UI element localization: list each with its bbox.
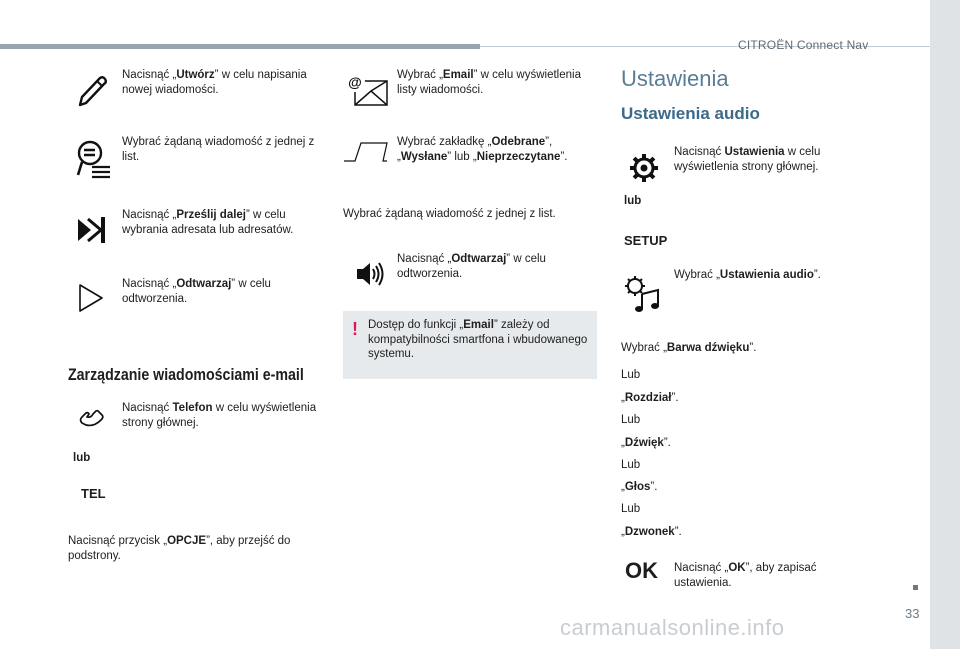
message-list-icon bbox=[74, 140, 112, 180]
col1-item-compose: Nacisnąć „Utwórz” w celu napisania nowej wiadomości. bbox=[122, 69, 307, 96]
section-title-email: Zarządzanie wiadomościami e-mail bbox=[68, 366, 304, 384]
pencil-icon bbox=[76, 74, 108, 108]
speaker-icon bbox=[355, 260, 385, 288]
col3-audio-text: Wybrać „Ustawienia audio”. bbox=[674, 269, 821, 281]
col3-barwa-text: Wybrać „Barwa dźwięku”. bbox=[621, 342, 757, 354]
col3-lub: lub bbox=[624, 195, 642, 207]
col1-options-text: Nacisnąć przycisk „OPCJE”, aby przejść do podstrony. bbox=[68, 535, 291, 562]
phone-icon bbox=[78, 401, 104, 427]
continue-marker bbox=[913, 585, 918, 590]
forward-icon bbox=[76, 214, 106, 246]
col3-lub-3: Lub bbox=[621, 459, 641, 471]
col1-item-select: Wybrać żądaną wiadomość z jednej z list. bbox=[122, 136, 315, 163]
col3-option-rozdzial: „Rozdział”. bbox=[621, 392, 679, 404]
warning-exclamation-icon: ! bbox=[352, 319, 358, 339]
col2-tab-text: Wybrać zakładkę „Odebrane”, „Wysłane” lub „Nieprzeczytane”. bbox=[397, 136, 568, 163]
ok-button-label: OK bbox=[625, 558, 658, 583]
top-rule-thick bbox=[0, 44, 480, 49]
page-number: 33 bbox=[905, 606, 920, 621]
page-section-title: Ustawienia bbox=[621, 66, 729, 91]
col3-option-dzwonek: „Dzwonek”. bbox=[621, 526, 682, 538]
col2-select-text: Wybrać żądaną wiadomość z jednej z list. bbox=[343, 208, 556, 220]
col1-item-forward: Nacisnąć „Prześlij dalej” w celu wybrania adresata lub adresatów. bbox=[122, 209, 294, 236]
tel-button-label: TEL bbox=[81, 486, 106, 501]
page-edge-tab bbox=[930, 0, 960, 649]
col2-play-text: Nacisnąć „Odtwarzaj” w celu odtworzenia. bbox=[397, 253, 546, 280]
col3-option-dzwiek: „Dźwięk”. bbox=[621, 437, 671, 449]
col3-lub-4: Lub bbox=[621, 503, 641, 515]
col2-email-text: Wybrać „Email” w celu wyświetlenia listy wiadomości. bbox=[397, 69, 581, 96]
watermark: carmanualsonline.info bbox=[560, 615, 785, 640]
gear-icon bbox=[629, 153, 659, 183]
col1-item-play: Nacisnąć „Odtwarzaj” w celu odtworzenia. bbox=[122, 278, 271, 305]
notice-text: Dostęp do funkcji „Email” zależy od kompatybilności smartfona i wbudowanego systemu. bbox=[368, 319, 588, 360]
running-header: CITROËN Connect Nav bbox=[738, 38, 869, 52]
col1-lub: lub bbox=[73, 452, 91, 464]
col3-lub-2: Lub bbox=[621, 414, 641, 426]
gear-music-icon bbox=[624, 275, 662, 313]
col3-ok-text: Nacisnąć „OK”, aby zapisać ustawienia. bbox=[674, 562, 817, 589]
svg-text:@: @ bbox=[348, 74, 362, 90]
audio-settings-subtitle: Ustawienia audio bbox=[621, 104, 760, 123]
play-icon bbox=[78, 283, 104, 313]
setup-button-label: SETUP bbox=[624, 233, 668, 248]
col3-option-glos: „Głos”. bbox=[621, 481, 658, 493]
tab-icon bbox=[343, 141, 389, 163]
email-envelope-icon bbox=[343, 71, 389, 107]
col3-lub-1: Lub bbox=[621, 369, 641, 381]
col1-phone-text: Nacisnąć Telefon w celu wyświetlenia strony głównej. bbox=[122, 402, 317, 429]
col3-settings-text: Nacisnąć Ustawienia w celu wyświetlenia strony głównej. bbox=[674, 146, 821, 173]
